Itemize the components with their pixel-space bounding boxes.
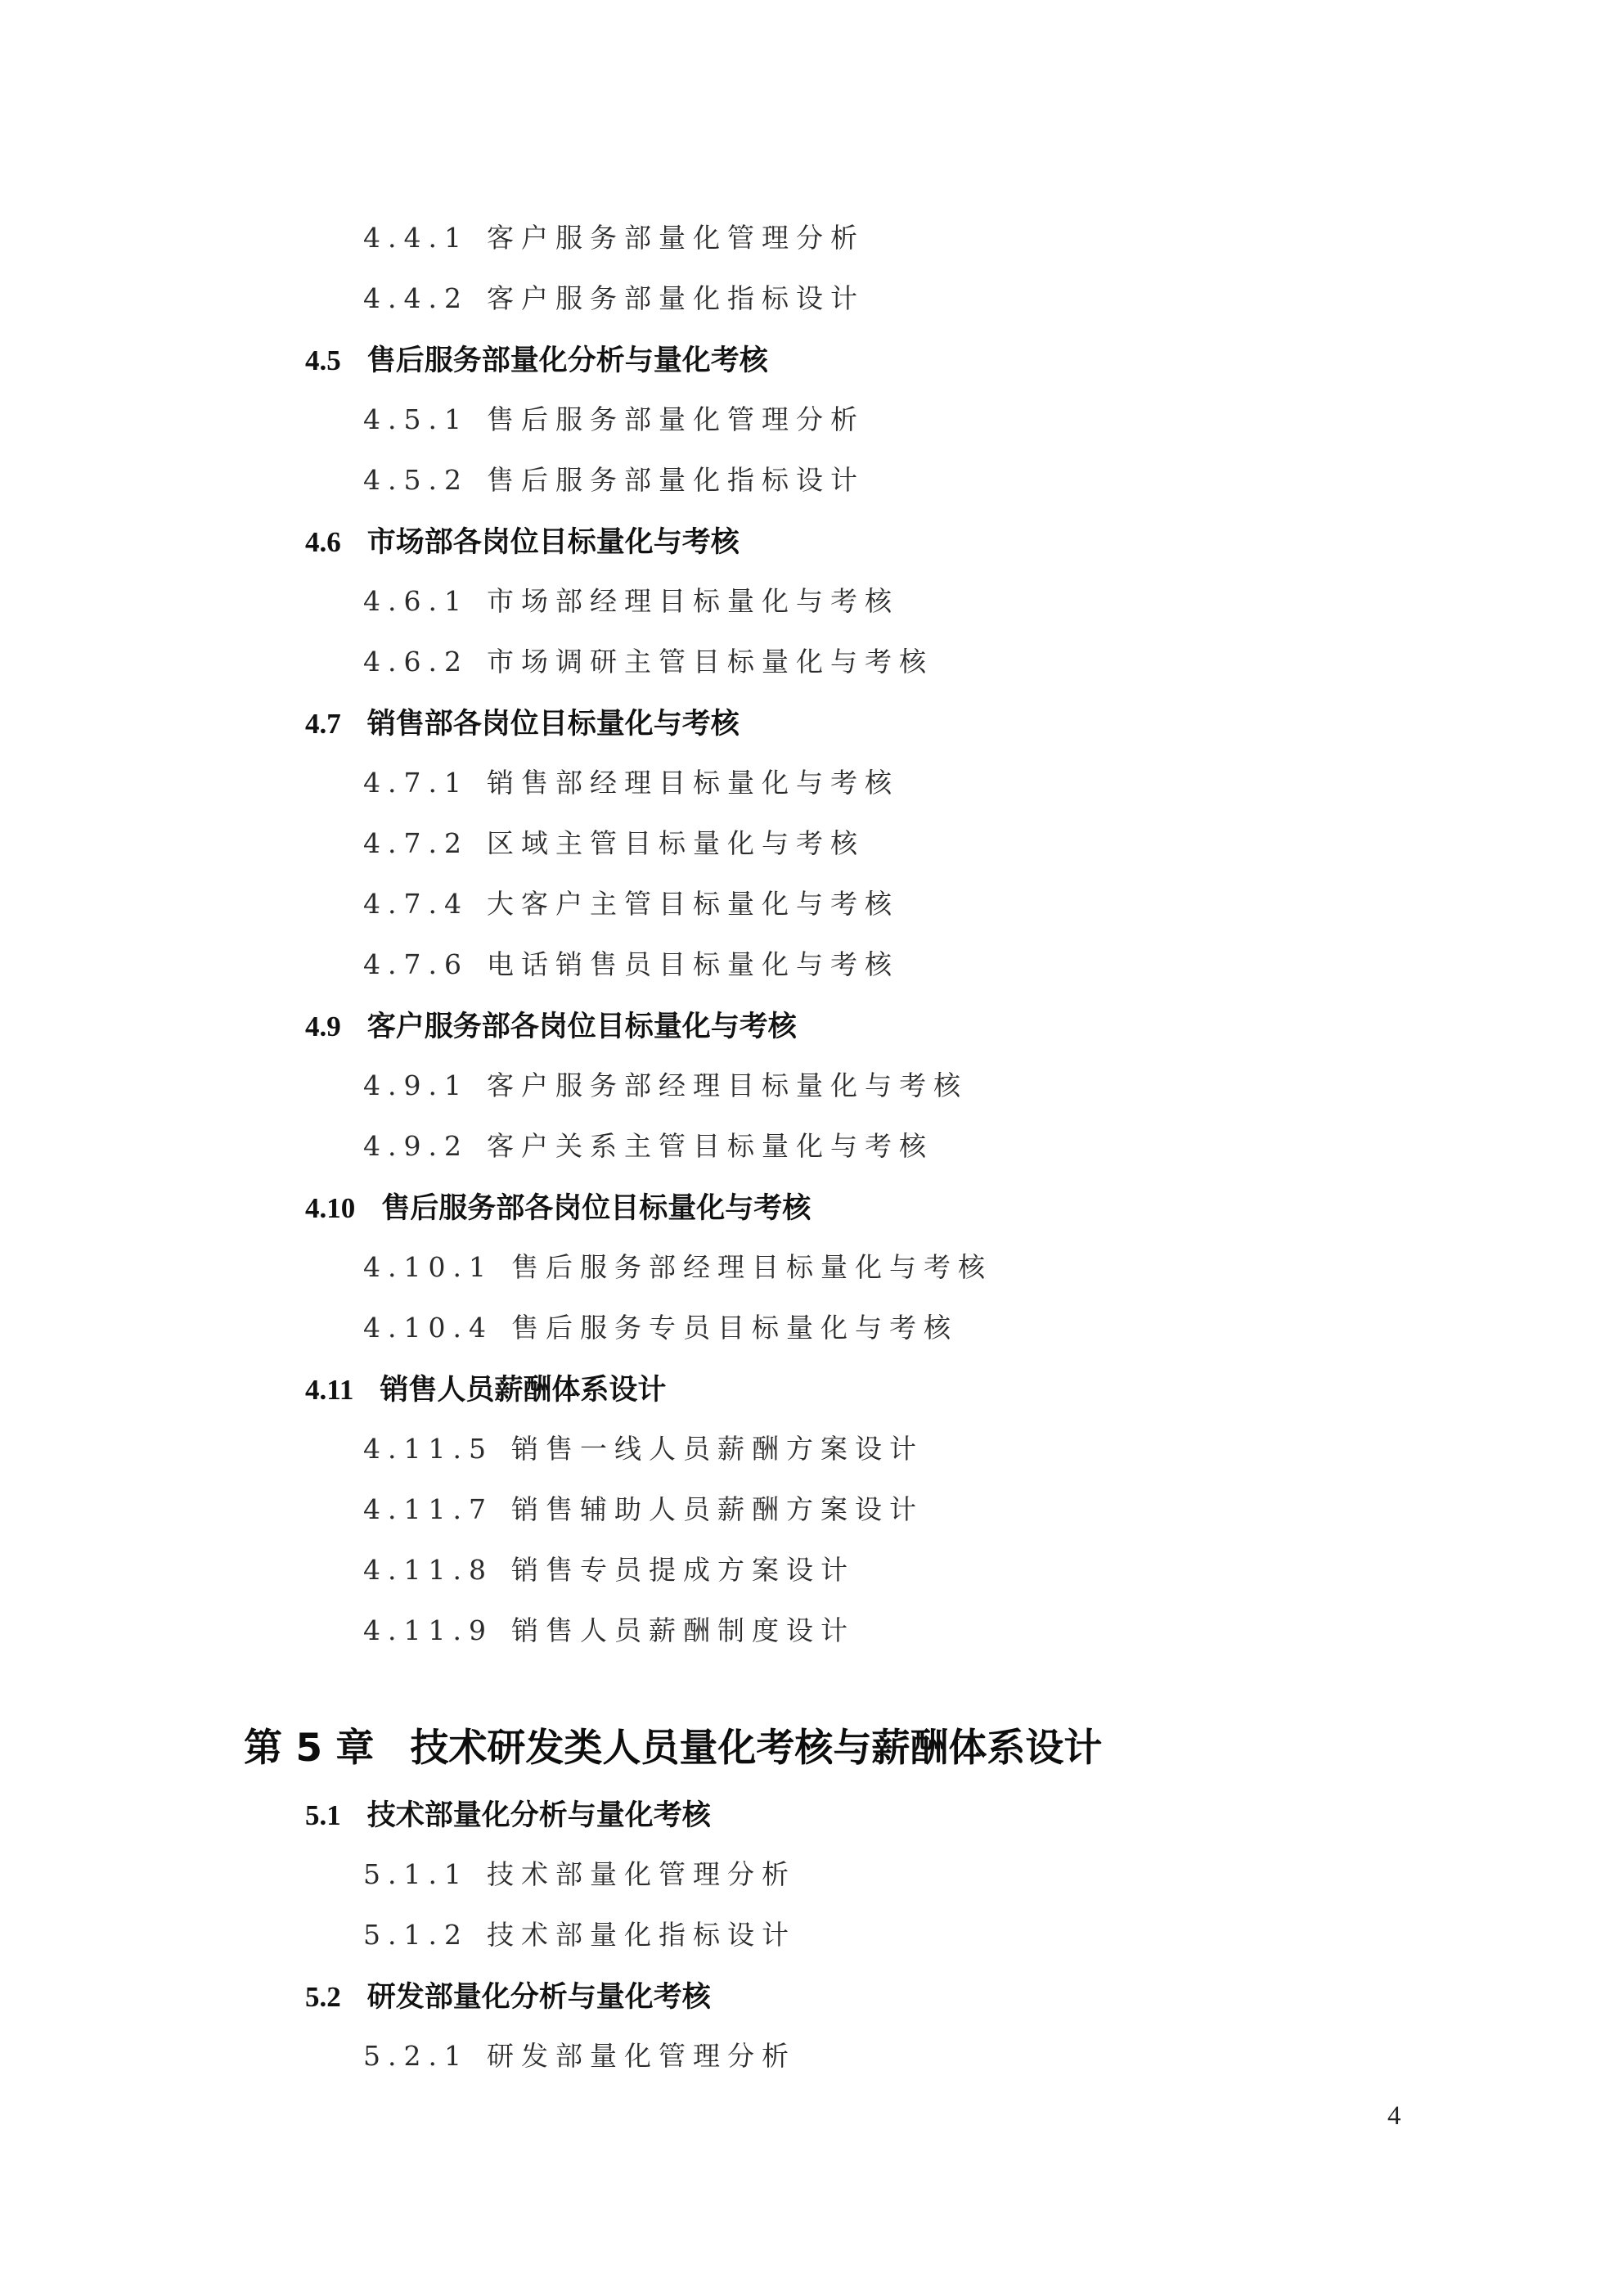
toc-entry-number: 4.6 [305,526,341,558]
toc-entry-4-10-1 [363,1246,992,1285]
toc-entry-number: 4.7.4 [363,888,469,920]
toc-section-4-5 [305,338,768,379]
toc-entry-number: 4.11.7 [363,1493,493,1525]
toc-section-4-6 [305,520,740,560]
toc-entry-5-2-1 [363,2035,796,2073]
toc-entry-title: 客户服务部各岗位目标量化与考核 [366,1011,797,1043]
toc-entry-number: 4.5 [305,344,341,376]
toc-section-4-9 [305,1004,797,1045]
toc-entry-4-11-7 [363,1488,924,1527]
toc-entry-4-6-1 [363,580,899,619]
toc-entry-4-9-2 [363,1125,933,1164]
toc-entry-title: 售后服务部经理目标量化与考核 [510,1251,992,1283]
toc-entry-title: 客户服务部量化管理分析 [486,222,865,254]
toc-section-5-2 [305,1974,711,2015]
toc-entry-title: 客户服务部经理目标量化与考核 [486,1069,968,1101]
toc-entry-4-7-2 [363,822,865,861]
toc-entry-title: 电话销售员目标量化与考核 [486,948,899,980]
toc-entry-title: 销售专员提成方案设计 [510,1554,855,1586]
toc-entry-number: 4.11.8 [363,1554,493,1586]
toc-entry-number: 4.5.1 [363,403,469,435]
toc-entry-title: 销售部各岗位目标量化与考核 [366,708,740,741]
toc-entry-number: 4.10 [305,1192,356,1224]
toc-entry-number: 4.11.9 [363,1614,493,1646]
toc-entry-title: 技术部量化指标设计 [486,1919,796,1951]
toc-entry-4-11-9 [363,1609,855,1648]
toc-entry-title: 售后服务部量化管理分析 [486,403,865,435]
toc-entry-5-1-2 [363,1914,796,1952]
toc-entry-number: 5.1.2 [363,1919,469,1951]
toc-entry-number: 4.9 [305,1011,341,1042]
toc-entry-title: 销售部经理目标量化与考核 [486,767,899,799]
toc-entry-title: 研发部量化分析与量化考核 [366,1981,711,2014]
toc-section-5-1 [305,1793,711,1834]
toc-entry-4-7-6 [363,943,899,982]
toc-section-4-7 [305,701,740,742]
toc-entry-number: 4.5.2 [363,464,469,496]
toc-entry-title: 销售辅助人员薪酬方案设计 [510,1493,924,1525]
toc-entry-title: 销售人员薪酬制度设计 [510,1614,855,1646]
toc-entry-title: 销售人员薪酬体系设计 [380,1374,667,1407]
toc-entry-number: 4.9.2 [363,1130,469,1162]
toc-entry-title: 技术部量化分析与量化考核 [366,1799,711,1832]
toc-entry-4-11-8 [363,1549,855,1587]
toc-entry-number: 5.2 [305,1981,341,2013]
toc-entry-title: 客户关系主管目标量化与考核 [486,1130,933,1162]
toc-chapter-title: 技术研发类人员量化考核与薪酬体系设计 [410,1726,1103,1771]
toc-entry-number: 5.1 [305,1799,341,1831]
toc-entry-4-9-1 [363,1065,968,1103]
toc-entry-number: 4.10.4 [363,1312,493,1344]
toc-entry-title: 客户服务部量化指标设计 [486,282,865,314]
toc-entry-title: 大客户主管目标量化与考核 [486,888,899,920]
toc-entry-4-10-4 [363,1307,958,1345]
toc-entry-number: 4.7.1 [363,767,469,799]
toc-entry-number: 4.7 [305,708,341,740]
toc-entry-title: 销售一线人员薪酬方案设计 [510,1433,924,1465]
toc-entry-title: 区域主管目标量化与考核 [486,827,865,859]
toc-section-4-11 [305,1367,666,1408]
toc-chapter-5 [244,1717,1102,1772]
toc-entry-title: 市场调研主管目标量化与考核 [486,646,933,678]
toc-entry-number: 4.7.6 [363,948,469,980]
toc-entry-4-7-1 [363,762,899,800]
toc-entry-number: 4.4.1 [363,222,469,254]
toc-entry-number: 4.4.2 [363,282,469,314]
toc-entry-number: 4.7.2 [363,827,469,859]
toc-entry-number: 4.6.1 [363,585,469,617]
toc-entry-number: 4.9.1 [363,1069,469,1101]
toc-entry-title: 市场部各岗位目标量化与考核 [366,526,740,559]
toc-entry-4-11-5 [363,1428,924,1466]
toc-entry-number: 5.2.1 [363,2040,469,2072]
toc-entry-number: 4.10.1 [363,1251,493,1283]
toc-entry-title: 市场部经理目标量化与考核 [486,585,899,617]
toc-entry-number: 5.1.1 [363,1858,469,1890]
toc-entry-4-4-2 [363,277,865,316]
toc-entry-5-1-1 [363,1853,796,1892]
toc-entry-title: 售后服务部量化指标设计 [486,464,865,496]
toc-entry-4-4-1 [363,217,865,255]
toc-entry-title: 售后服务部各岗位目标量化与考核 [381,1192,812,1225]
toc-entry-number: 4.6.2 [363,646,469,678]
toc-entry-title: 研发部量化管理分析 [486,2040,796,2072]
toc-entry-title: 技术部量化管理分析 [486,1858,796,1890]
toc-entry-number: 4.11.5 [363,1433,493,1465]
toc-entry-number: 4.11 [305,1374,354,1406]
toc-entry-4-6-2 [363,641,933,679]
page-number: 4 [1387,2101,1401,2131]
toc-entry-title: 售后服务部量化分析与量化考核 [366,344,768,377]
toc-entry-4-5-2 [363,459,865,497]
toc-chapter-number: 第 5 章 [244,1726,375,1771]
toc-entry-title: 售后服务专员目标量化与考核 [510,1312,958,1344]
toc-entry-4-5-1 [363,398,865,437]
toc-entry-4-7-4 [363,883,899,921]
toc-section-4-10 [305,1186,811,1227]
